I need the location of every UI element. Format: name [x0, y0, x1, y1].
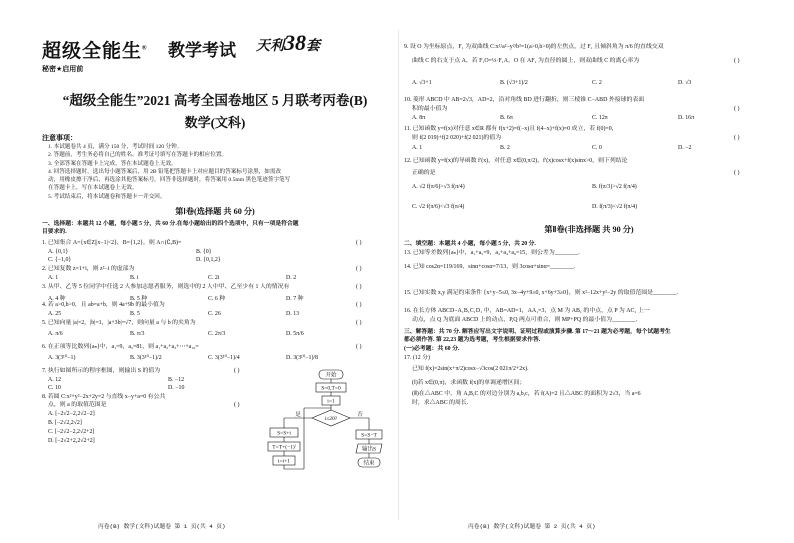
note-line: 动，用橡皮擦干净后，再选涂其他答案标号。回答非选择题时，将答案用 0.5mm 黑色笔迹签字笔写 [48, 177, 291, 184]
q11-option-c: C. 0 [592, 145, 602, 151]
q4-option-b: B. 5 [130, 311, 140, 317]
question-12: 12. 已知函数 y=f(x)的导函数 f′(x)，对任意 x∈(0,π/2)，f′(x)cosx+f(x)sinx>0，则下列结论 [404, 158, 628, 164]
tianli-logo [256, 30, 322, 58]
logo-suffix: 套 [306, 39, 320, 54]
part3-intro [404, 328, 671, 344]
part2-intro: 二、填空题：本题共 4 小题，每小题 5 分，共 20 分. [404, 241, 536, 247]
q1-option-c: C. {−1,0} [48, 257, 72, 263]
part1-intro-line1: 一、选择题：本题共 12 小题，每小题 5 分，共 60 分.在每小题给出的四个选项中，只有一项是符合题 [42, 221, 299, 227]
question-16-cont: 动点，点 Q 为底面 ABCD 上的动点，P,Q 两点可重合，则 MP+PQ 的最小值为________. [412, 317, 638, 323]
question-13: 13. 已知等差数列{aₙ}中，a₁+a₅=9，a₂+a₄+a₆=15，则公差为________. [404, 250, 580, 256]
q4-option-a: A. 25 [48, 311, 62, 317]
secret-label: 秘密★启用前 [42, 65, 84, 73]
question-12-cont: 正确的是 [412, 170, 436, 176]
flow-i1-label: i=1 [327, 398, 335, 405]
note-line: 3. 全部答案在答题卡上完成，答在本试题卷上无效。 [48, 160, 177, 167]
q2-option-d: D. 2 [286, 275, 297, 281]
question-17-def: 已知 f(x)=2sin(x+π/2)cosx−√3cos(2 021π/2+2x). [412, 366, 529, 372]
flow-inc-label: i=i+1 [277, 458, 291, 465]
question-17: 17. (12 分) [404, 355, 431, 361]
q7-option-c: C. 10 [48, 385, 61, 391]
q8-option-b: B. [−2√2,2√2] [48, 420, 82, 426]
note-line: 在答题卡上，写在本试题卷上无效。 [48, 185, 138, 192]
answer-paren: ( ) [734, 58, 740, 64]
q5-option-b: B. π/3 [130, 331, 145, 337]
brand-text: 超级全能生 [42, 41, 143, 62]
program-flowchart [264, 368, 384, 488]
q9-option-b: B. (√3+1)/2 [500, 80, 528, 86]
q3-option-a: A. 4 种 [48, 296, 66, 302]
q2-option-c: C. 2i [208, 275, 220, 281]
answer-paren: ( ) [734, 170, 740, 176]
q1-option-d: D. {0,1,2} [196, 257, 221, 263]
q1-option-a: A. {0,1} [48, 249, 69, 255]
part2-heading: 第Ⅱ卷(非选择题 共 90 分) [544, 225, 634, 234]
note-line: 4. 回答选择题时，选出每小题答案后，用 2B 铅笔把答题卡上对应题目的答案标号涂黑，如需改 [48, 168, 282, 175]
answer-paren: ( ) [356, 320, 362, 326]
part1-intro [42, 220, 299, 236]
q8-option-a: A. [−2√2−2,2√2−2] [48, 411, 95, 417]
flow-no-label: 否 [357, 412, 363, 418]
q6-option-c: C. 3(3¹⁰−1)/4 [208, 355, 240, 361]
q5-option-d: D. 5π/6 [286, 331, 304, 337]
answer-paren: ( ) [734, 135, 740, 141]
question-3: 3. 从甲、乙等 5 位同学中任选 2 人参加志愿者服务，则选中的 2 人中甲、乙至少有 1 人的情况有 [42, 284, 290, 290]
q3-option-b: B. 5 种 [130, 296, 148, 302]
question-9: 9. 设 O 为坐标原点，F₁ 为双曲线 C:x²/a²−y²/b²=1(a>0,b>0)的左焦点，过 F₁ 且倾斜角为 π/6 的直线交双 [404, 44, 664, 50]
answer-paren: ( ) [734, 106, 740, 112]
flow-start-label: 开始 [325, 372, 337, 379]
question-8: 8. 若圆 C:x²+y²−2x+2y=2 与直线 x−y+a=0 有公共 [42, 394, 166, 400]
notes-list [48, 143, 378, 201]
question-4: 4. 若 a>0,b>0，且 ab=a+b，则 4a+9b 的最小值为 [42, 302, 165, 308]
q11-option-b: B. 2 [500, 145, 510, 151]
question-11-cont: 则 f(2 019)+f(2 020)+f(2 021)的值为 [412, 135, 502, 141]
exam-brand: 教学考试 [168, 41, 236, 60]
q4-option-c: C. 26 [208, 311, 221, 317]
q12-option-b: B. f(π/3)>√2 f(π/4) [592, 184, 637, 190]
flow-s2-label: T=T+(−1)ⁱ [272, 444, 296, 451]
q11-option-d: D. −2 [678, 145, 692, 151]
answer-paren: ( ) [356, 284, 362, 290]
question-5: 5. 已知向量 |a|=2，|b|=1，|a+3b|=√7，则向量 a 与 b 的夹角为 [42, 320, 196, 326]
note-line: 5. 考试结束后，将本试题卷和答题卡一并交回。 [48, 193, 166, 200]
flow-yes-label: 是 [295, 412, 301, 418]
question-15: 15. 已知实数 x,y 满足约束条件 {x+y−5≤0, 3x−4y+9≥0, x+6y+3≥0}，则 x²−12x+y²−2y 的取值范围是________. [404, 290, 679, 296]
question-16: 16. 在长方体 ABCD−A₁B₁C₁D₁ 中，AB=AD=1，AA₁=3，点 M 为 AB₁ 的中点，点 P 为 AC₁ 上一 [404, 308, 650, 314]
q7-option-a: A. 12 [48, 377, 62, 383]
flow-s1-label: S=S+i [277, 430, 291, 437]
q5-option-a: A. π/6 [48, 331, 63, 337]
q4-option-d: D. 13 [286, 311, 300, 317]
question-17-part2-cont: 时，求△ABC 的周长. [412, 400, 469, 406]
question-7: 7. 执行如图所示的程序框图，则输出 S 的值为 [42, 368, 161, 374]
registered-mark: ® [142, 45, 148, 52]
q2-option-a: A. 1 [48, 275, 59, 281]
notes-heading: 注意事项： [42, 134, 77, 142]
question-14: 14. 已知 cos2α=119/169，sinα+cosα=7/13，则 3cosα+sinα=________. [404, 264, 576, 270]
exam-subject: 数学(文科) [184, 115, 246, 130]
flow-out2-label: 输出S [361, 446, 377, 453]
part3-intro-line1: 三、解答题：共 70 分. 解答应写出文字说明、证明过程或演算步骤. 第 17～21 题为必考题，每个试题考生 [404, 329, 671, 335]
q9-option-d: D. √3 [678, 80, 692, 86]
question-9-cont: 曲线 C 的右支于点 A，若 F₁O=⅓·F₁A，O 在 AF₁ 为直径的圆上，则双曲线 C 的离心率为 [412, 58, 640, 64]
logo-prefix: 天利 [256, 39, 284, 54]
q6-option-d: D. 3(3¹⁰−1)/8 [286, 355, 318, 361]
logo-number: 38 [284, 30, 306, 55]
part1-heading: 第Ⅰ卷(选择题 共 60 分) [175, 207, 255, 216]
exam-title: “超级全能生”2021 高考全国卷地区 5 月联考丙卷(B) [62, 93, 368, 108]
q6-option-b: B. 3(3¹⁰−1)/2 [130, 355, 162, 361]
q10-option-c: C. 12π [592, 115, 608, 121]
answer-paren: ( ) [356, 240, 362, 246]
q8-option-c: C. [−2√2−2,2√2+2] [48, 429, 95, 435]
flow-end-label: 结束 [363, 460, 375, 467]
q8-option-d: D. [−2√2+2,2√2+2] [48, 438, 95, 444]
q9-option-a: A. √3+1 [412, 80, 432, 86]
q10-option-b: B. 6π [500, 115, 513, 121]
note-line: 1. 本试题卷共 4 页，满分 150 分，考试时间 120 分钟。 [48, 144, 183, 150]
question-17-part1: (Ⅰ)若 x∈(0,π)，求函数 f(x)的单调递增区间； [412, 380, 526, 386]
q12-option-d: D. f(π/3)<√2 f(π/4) [592, 204, 638, 210]
q10-option-a: A. 8π [412, 115, 426, 121]
flow-out1-label: S=S−T [361, 432, 377, 439]
answer-paren: ( ) [356, 344, 362, 350]
answer-paren: ( ) [234, 402, 240, 408]
required-section: (一)必考题：共 60 分. [404, 346, 460, 352]
q3-option-c: C. 6 种 [208, 296, 226, 302]
q12-option-a: A. √2 f(π/6)>√3 f(π/4) [412, 184, 465, 190]
question-10-cont: 积的最小值为 [412, 106, 448, 112]
question-1: 1. 已知集合 A={x∈Z||x−1|<2}，B={1,2}，则 A∩(∁ₐB)= [42, 240, 182, 246]
q9-option-c: C. 2 [592, 80, 602, 86]
question-10: 10. 菱形 ABCD 中 AB=2√3，AD=2，沿对角线 BD 进行翻折，则三棱锥 C−ABD 外接球的表面 [404, 97, 645, 103]
brand-name [42, 36, 147, 63]
flow-init-label: S=0,T=0 [321, 385, 341, 392]
answer-paren: ( ) [234, 368, 240, 374]
q11-option-a: A. 1 [412, 145, 423, 151]
part3-intro-line2: 都必须作答. 第 22,23 题为选考题，考生根据要求作答. [404, 337, 541, 343]
q5-option-c: C. 2π/3 [208, 331, 226, 337]
note-line: 2. 答题前，考生务必将自己的姓名、准考证号填写在答题卡的相应位置。 [48, 152, 228, 159]
flow-condition-label: i≤20? [324, 416, 338, 422]
footer-left: 丙卷(B) 数学(文科)试题卷 第 1 页(共 4 页) [98, 523, 226, 530]
q6-option-a: A. 3(3¹⁰−1) [48, 355, 76, 361]
question-6: 6. 在正项等比数列{aₙ}中，a₁=9，a₅=81，则 a₁+a₂+a₃+⋯+a₁₀= [42, 344, 199, 350]
q7-option-b: B. −12 [168, 377, 185, 383]
footer-right: 丙卷(B) 数学(文科)试题卷 第 2 页(共 4 页) [468, 523, 596, 530]
answer-paren: ( ) [356, 266, 362, 272]
question-8-cont: 点，则 a 的取值范围是 [48, 402, 107, 408]
q10-option-d: D. 16π [678, 115, 695, 121]
q1-option-b: B. {0} [196, 249, 212, 255]
q3-option-d: D. 7 种 [286, 296, 304, 302]
page-divider [398, 30, 399, 520]
q7-option-d: D. −10 [168, 385, 185, 391]
q12-option-c: C. √2 f(π/6)<√3 f(π/4) [412, 204, 465, 210]
q2-option-b: B. i [130, 275, 139, 281]
question-17-part2: (Ⅱ)在△ABC 中，角 A,B,C 的对边分别为 a,b,c，若 f(A)=2 且△ABC 的面积为 2√3，当 a=6 [412, 391, 641, 397]
question-2: 2. 已知复数 z=1+i，则 z²−i 的虚部为 [42, 266, 135, 272]
answer-paren: ( ) [356, 302, 362, 308]
question-11: 11. 已知函数 y=f(x)对任意 x∈R 都有 f(x+2)=f(−x)且 f(4−x)+f(x)=0 成立，若 f(0)=0， [404, 126, 618, 132]
part1-intro-line2: 目要求的. [42, 229, 67, 235]
